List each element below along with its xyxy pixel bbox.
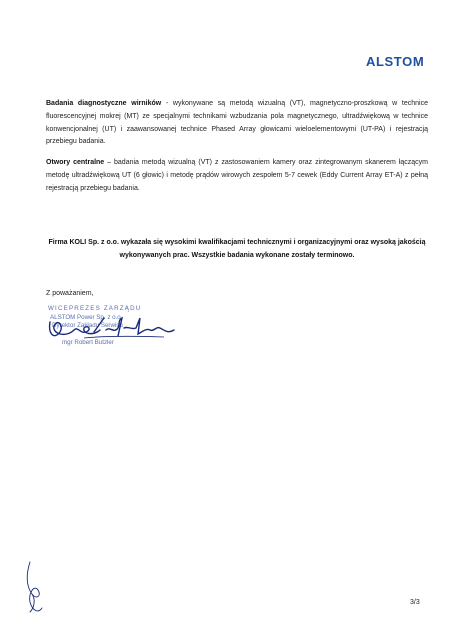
- paragraph-lead: Badania diagnostyczne wirników: [46, 100, 162, 107]
- stamp-line: mgr Robert Butzler: [62, 339, 114, 346]
- page-number: 3/3: [410, 599, 420, 606]
- stamp-line: WICEPREZES ZARZĄDU: [48, 305, 142, 312]
- margin-initials: [22, 560, 48, 616]
- paragraph-central-bores: [46, 157, 428, 195]
- signature-stamp: [44, 304, 194, 364]
- closing-salutation: Z poważaniem,: [46, 290, 94, 297]
- company-logo: ALSTOM: [366, 54, 425, 69]
- firm-statement: Firma KOLI Sp. z o.o. wykazała się wysokimi kwalifikacjami technicznymi i organizacyjnymi oraz wysoką jakością wykonywanych prac. Wszystkie badania wykonane zostały terminowo.: [48, 239, 426, 259]
- paragraph-rotor-diagnostics: [46, 98, 428, 149]
- stamp-line: ALSTOM Power Sp. z o.o.: [50, 314, 123, 321]
- handwritten-signature: [44, 304, 194, 364]
- stamp-line: Dyrektor Zakładu Serwisu: [52, 322, 123, 329]
- paragraph-lead: Otwory centralne: [46, 159, 105, 166]
- paragraph-text: - wykonywane są metodą wizualną (VT), magnetyczno-proszkową w technice fluorescencyjnej mokrej (MT) ze specjalnymi technikami wzbudzania pola magnetycznego, ultradźwiękową w technice konwencjonalnej (UT) i zaawansowanej technice Phased Array głowicami wieloelementowymi (UT-PA) i rejestracją przebiegu badania.: [46, 100, 428, 146]
- paragraph-text: – badania metodą wizualną (VT) z zastosowaniem kamery oraz zintegrowanym skanerem łączącym metodę ultradźwiękową UT (6 głowic) i metodę prądów wirowych zespołem 5-7 cewek (Eddy Current Array ET-A) z pełną rejestracją przebiegu badania.: [46, 159, 428, 192]
